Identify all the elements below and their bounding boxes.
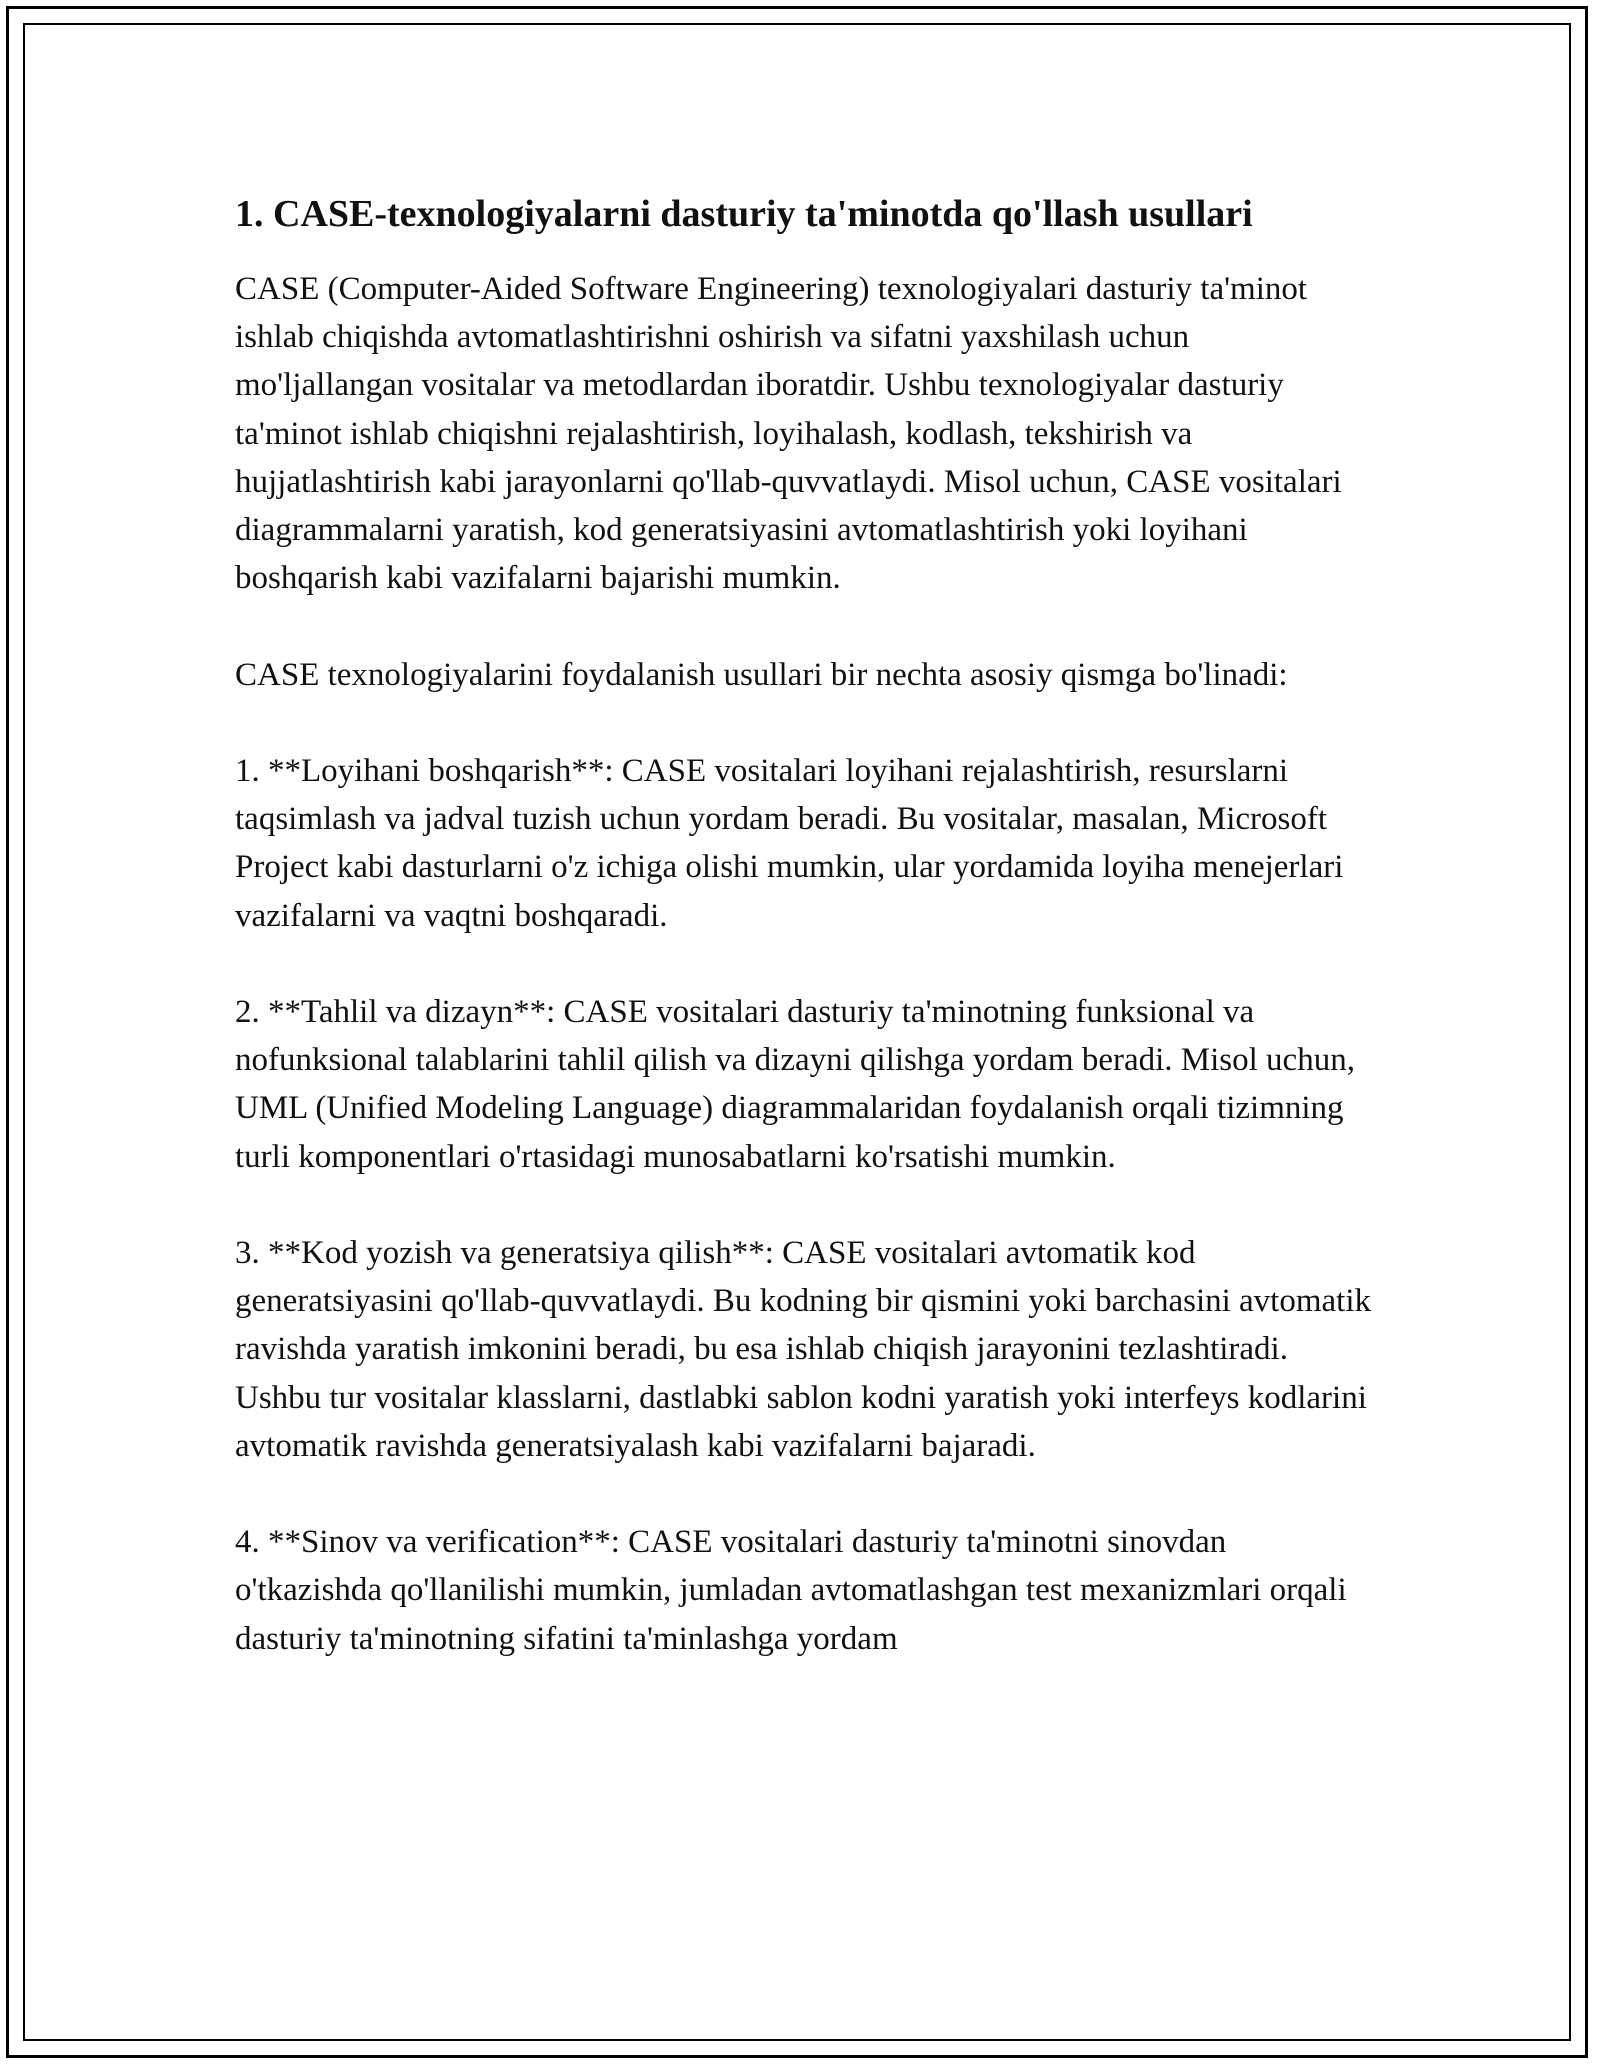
document-title: 1. CASE-texnologiyalarni dasturiy ta'minotda qo'llash usullari <box>235 193 1253 235</box>
paragraph-methods-intro: CASE texnologiyalarini foydalanish usullari bir nechta asosiy qismga bo'linadi: <box>235 656 1288 693</box>
paragraph-spacer <box>235 699 1375 747</box>
list-item-analysis-design: 2. **Tahlil va dizayn**: CASE vositalari dasturiy ta'minotning funksional va nofunksional talablarini tahlil qilish va dizayni qilishga yordam beradi. Misol uchun, UML (Unified Modeling Language) diagrammalaridan foydalanish orqali tizimning turli komponentlari o'rtasidagi munosabatlarni ko'rsatishi mumkin. <box>235 994 1355 1175</box>
paragraph-spacer <box>235 940 1375 988</box>
paragraph-spacer <box>235 602 1375 650</box>
list-item-code-generation: 3. **Kod yozish va generatsiya qilish**: CASE vositalari avtomatik kod generatsiyasini qo'llab-quvvatlaydi. Bu kodning bir qismini yoki barchasini avtomatik ravishda yaratish imkonini beradi, bu esa ishlab chiqish jarayonini tezlashtiradi. Ushbu tur vositalar klasslarni, dastlabki sablon kodni yaratish yoki interfeys kodlarini avtomatik ravishda generatsiyalash kabi vazifalarni bajaradi. <box>235 1235 1372 1464</box>
paragraph-intro: CASE (Computer-Aided Software Engineering) texnologiyalari dasturiy ta'minot ishlab chiqishda avtomatlashtirishni oshirish va sifatni yaxshilash uchun mo'ljallangan vositalar va metodlardan iboratdir. Ushbu texnologiyalar dasturiy ta'minot ishlab chiqishni rejalashtirish, loyihalash, kodlash, tekshirish va hujjatlashtirish kabi jarayonlarni qo'llab-quvvatlaydi. Misol uchun, CASE vositalari diagrammalarni yaratish, kod generatsiyasini avtomatlashtirish yoki loyihani boshqarish kabi vazifalarni bajarishi mumkin. <box>235 271 1342 597</box>
list-item-project-management: 1. **Loyihani boshqarish**: CASE vositalari loyihani rejalashtirish, resurslarni taqsimlash va jadval tuzish uchun yordam beradi. Bu vositalar, masalan, Microsoft Project kabi dasturlarni o'z ichiga olishi mumkin, ular yordamida loyiha menejerlari vazifalarni va vaqtni boshqaradi. <box>235 753 1344 934</box>
list-item-testing-verification: 4. **Sinov va verification**: CASE vositalari dasturiy ta'minotni sinovdan o'tkazishda qo'llanilishi mumkin, jumladan avtomatlashgan test mexanizmlari orqali dasturiy ta'minotning sifatini ta'minlashga yordam <box>235 1524 1347 1657</box>
document-body <box>235 185 1375 1663</box>
paragraph-spacer <box>235 1470 1375 1518</box>
paragraph-spacer <box>235 1181 1375 1229</box>
